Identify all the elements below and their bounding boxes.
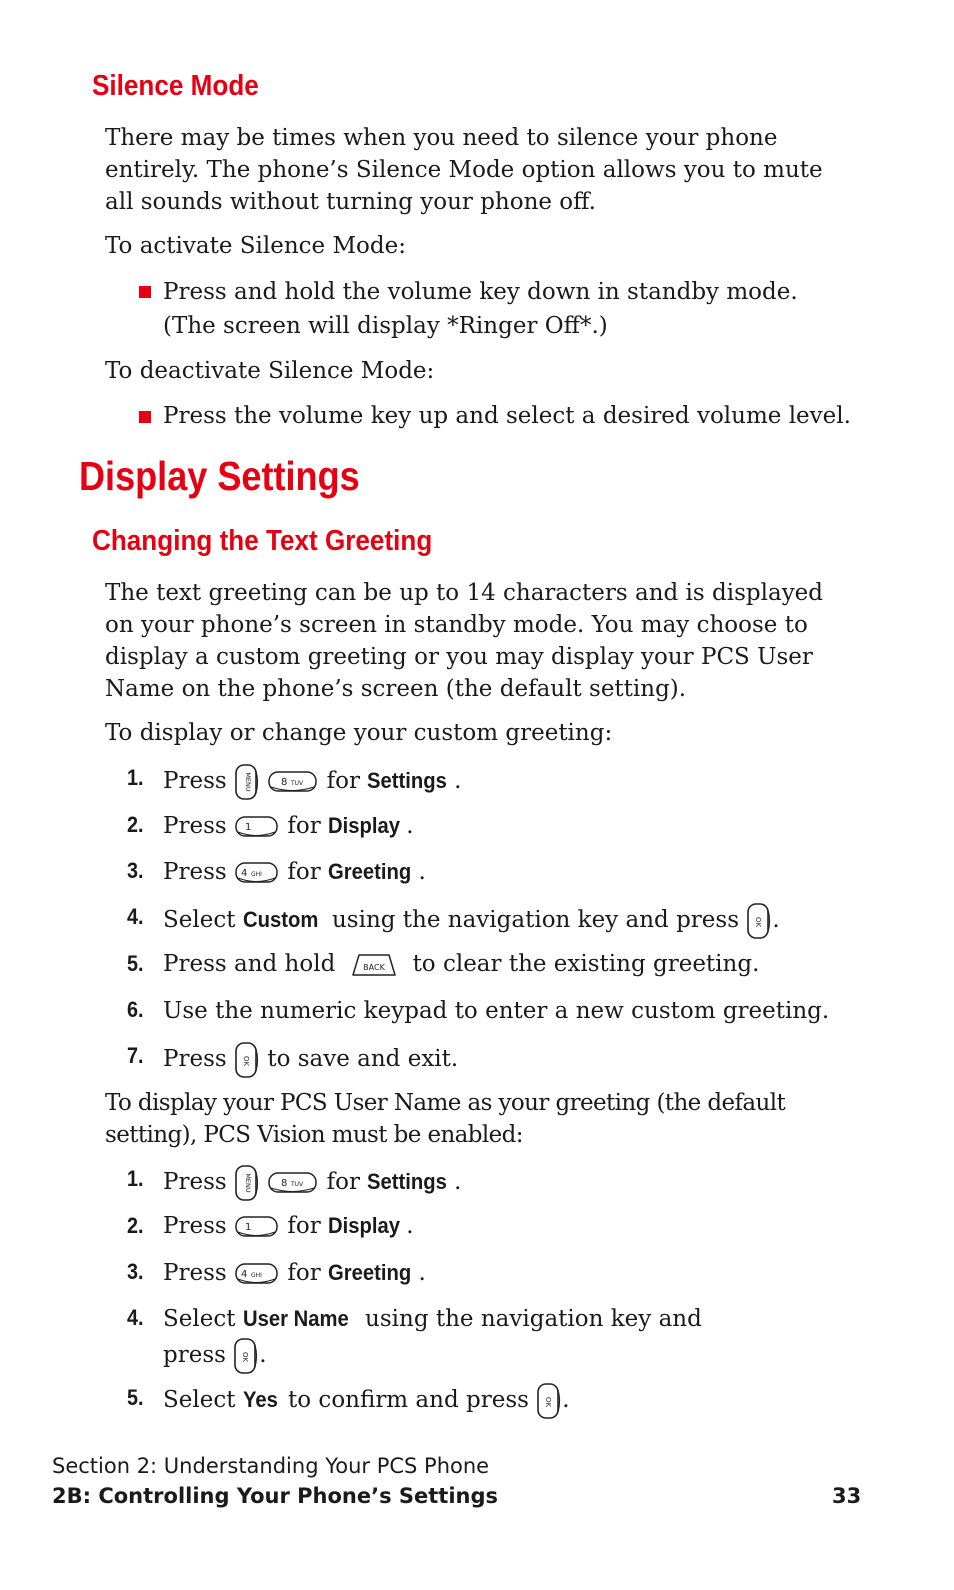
step-number: 1.	[127, 1166, 144, 1191]
svg-text:GHI: GHI	[251, 1272, 262, 1279]
step-number: 3.	[127, 858, 144, 883]
svg-text:4: 4	[241, 868, 248, 879]
greeting-intro: The text greeting can be up to 14 characters and is displayed on your phone’s screen in standby mode. You may choose to display a custom greeting or you may display your PCS User Name on the phone’s screen (the default setting).	[105, 580, 824, 702]
key-1-icon	[234, 1214, 280, 1240]
footer-chapter: 2B: Controlling Your Phone’s Settings	[52, 1484, 499, 1508]
step-number: 2.	[127, 812, 144, 837]
deactivate-bullet: Press the volume key up and select a desired volume level.	[163, 403, 851, 429]
step-username-4-line2: press .	[163, 1337, 267, 1375]
bullet-square-icon	[139, 286, 151, 298]
key-4-ghi-icon	[234, 860, 280, 886]
step-custom-6: Use the numeric keypad to enter a new custom greeting.	[163, 998, 830, 1024]
step-number: 1.	[127, 765, 144, 790]
key-1-icon	[234, 814, 280, 840]
svg-text:1: 1	[245, 1222, 252, 1233]
silence-mode-heading: Silence Mode	[92, 70, 259, 102]
footer-section: Section 2: Understanding Your PCS Phone	[52, 1454, 490, 1478]
bullet-square-icon	[139, 411, 151, 423]
key-8-tuv-icon	[267, 1170, 319, 1196]
svg-text:BACK: BACK	[363, 963, 385, 972]
svg-text:TUV: TUV	[291, 1181, 304, 1188]
text-greeting-heading: Changing the Text Greeting	[92, 525, 433, 557]
deactivate-label: To deactivate Silence Mode:	[105, 358, 435, 384]
step-number: 7.	[127, 1043, 144, 1068]
silence-intro: There may be times when you need to silence your phone entirely. The phone’s Silence Mode option allows you to mute all sounds without turning your phone off.	[105, 125, 823, 215]
step-number: 4.	[127, 1305, 144, 1330]
activate-label: To activate Silence Mode:	[105, 233, 406, 259]
svg-text:TUV: TUV	[291, 780, 304, 787]
step-number: 2.	[127, 1213, 144, 1238]
ok-key-icon	[536, 1382, 562, 1420]
step-custom-1: Press 8 TUV for Settings .	[163, 763, 461, 801]
step-number: 6.	[127, 997, 144, 1022]
ok-key-icon	[746, 902, 772, 940]
svg-text:8: 8	[281, 1178, 288, 1189]
back-key-icon	[350, 951, 398, 979]
svg-text:GHI: GHI	[251, 871, 262, 878]
svg-text:4: 4	[241, 1269, 248, 1280]
step-custom-2: Press 1 for Display .	[163, 813, 414, 839]
activate-bullet-line2: (The screen will display *Ringer Off*.)	[163, 313, 608, 339]
key-8-tuv-icon	[267, 769, 319, 795]
step-number: 4.	[127, 904, 144, 929]
activate-bullet-line1: Press and hold the volume key down in standby mode.	[163, 279, 798, 305]
step-username-3: Press 4 GHI for Greeting .	[163, 1260, 426, 1286]
step-username-4-line1: Select User Name using the navigation key and	[163, 1306, 702, 1332]
step-number: 5.	[127, 951, 144, 976]
step-username-5: Select Yes to confirm and press .	[163, 1382, 570, 1420]
step-custom-3: Press 4 GHI for Greeting .	[163, 859, 426, 885]
page-number: 33	[832, 1484, 862, 1508]
key-4-ghi-icon	[234, 1261, 280, 1287]
step-custom-4: Select Custom using the navigation key and press .	[163, 902, 780, 940]
menu-key-icon	[234, 1164, 260, 1202]
step-username-2: Press 1 for Display .	[163, 1213, 414, 1239]
step-number: 5.	[127, 1385, 144, 1410]
svg-text:1: 1	[245, 822, 252, 833]
step-username-1: Press 8 TUV for Settings .	[163, 1164, 461, 1202]
custom-greeting-label: To display or change your custom greeting:	[105, 720, 613, 746]
step-custom-7: Press to save and exit.	[163, 1041, 458, 1079]
menu-key-icon	[234, 763, 260, 801]
username-label: To display your PCS User Name as your greeting (the default setting), PCS Vision must be enabled:	[105, 1090, 786, 1148]
step-custom-5: Press and hold BACK to clear the existing greeting.	[163, 951, 760, 977]
ok-key-icon	[233, 1337, 259, 1375]
display-settings-heading: Display Settings	[79, 453, 360, 499]
ok-key-icon	[234, 1041, 260, 1079]
step-number: 3.	[127, 1259, 144, 1284]
svg-text:8: 8	[281, 777, 288, 788]
